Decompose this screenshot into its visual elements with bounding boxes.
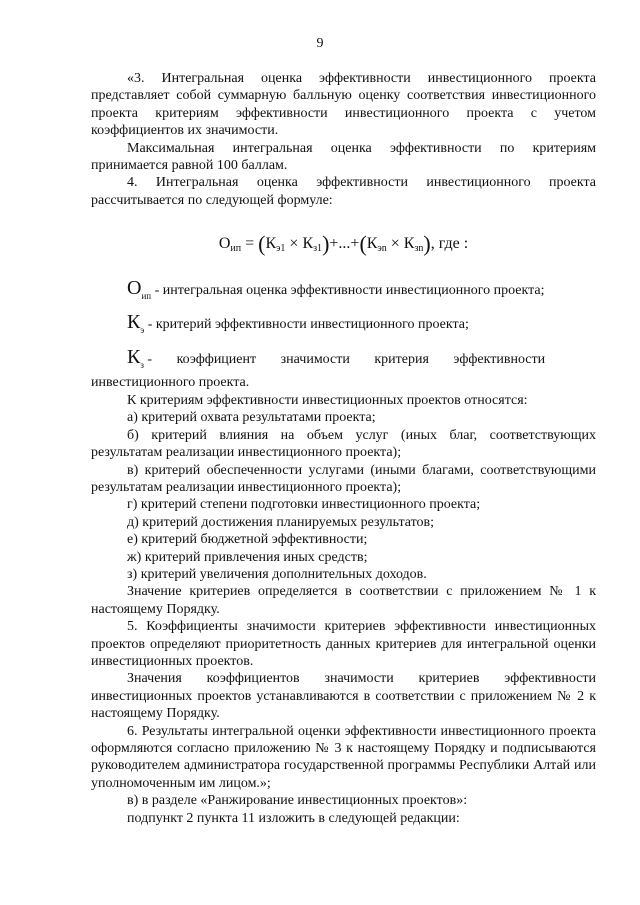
document-body [91,70,596,827]
formula-e1-sub: э1 [276,243,286,255]
criteria-item-v: в) критерий обеспеченности услугами (иными благами, соответствующими результатам реализации инвестиционного проекта); [91,462,596,495]
page-number: 9 [316,36,324,51]
criteria-item-a: а) критерий охвата результатами проекта; [127,410,376,426]
paragraph-integral-score: «3. Интегральная оценка эффективности инвестиционного проекта представляет собой суммарную балльную оценку соответствия инвестиционного проекта критериям эффективности инвестиционного проекта с учетом коэффициентов их значимости. [91,71,596,139]
formula-eq: = [241,235,259,253]
formula-lhs-sub: ип [230,243,242,255]
formula-lhs: О [218,235,231,253]
paragraph-subpoint: подпункт 2 пункта 11 изложить в следующей редакции: [127,810,460,826]
definition-kz-symbol: К [127,346,141,369]
definition-kz [91,346,596,374]
definition-ke-sub: э [140,324,145,335]
definition-oip-text: - интегральная оценка эффективности инвестиционного проекта; [151,283,545,299]
definition-ke-text: - критерий эффективности инвестиционного проекта; [144,316,469,332]
criteria-item-d: д) критерий достижения планируемых результатов; [127,514,435,530]
formula-tail: , где : [430,235,469,253]
criteria-item-b: б) критерий влияния на объем услуг (иных благ, соответствующих результатам реализации инвестиционного проекта); [91,427,596,461]
paragraph-formula-intro: 4. Интегральная оценка эффективности инвестиционного проекта рассчитывается по следующей формуле: [91,175,596,208]
criteria-item-g: г) критерий степени подготовки инвестиционного проекта; [127,497,481,513]
formula: $О_{ип} = (К_{э1} \times К_{з1})+...+(К_{эn} \times К_{зn})$, где : [218,231,469,257]
formula-en-sub: эn [377,243,387,255]
paragraph-coefficient-values: Значения коэффициентов значимости критериев эффективности инвестиционных проектов устанавливаются в соответствии с приложением № 2 к настоящему Порядку. [91,671,596,722]
definition-ke [91,310,596,339]
definition-kz-sub: з [140,360,144,371]
formula-mid: +...+ [329,235,360,253]
criteria-item-z: з) критерий увеличения дополнительных доходов. [127,566,427,582]
criteria-item-e: е) критерий бюджетной эффективности; [127,532,368,548]
definition-oip-symbol: О [127,277,142,300]
formula-k-z1: К [302,235,314,253]
paragraph-coefficients: 5. Коэффициенты значимости критериев эффективности инвестиционных проектов определяют приоритетность данных критериев для интегральной оценки инвестиционных проектов. [91,619,596,669]
formula-k-e1: К [265,235,277,253]
paragraph-ranking-section: в) в разделе «Ранжирование инвестиционных проектов»: [127,793,468,809]
criteria-intro: К критериям эффективности инвестиционных проектов относятся: [127,392,528,408]
definition-oip-sub: ип [141,291,152,302]
formula-zn-sub: зn [414,243,424,255]
formula-k-en: К [366,235,378,253]
definition-kz-line1: - коэффициент значимости критерия эффективности [147,352,546,368]
paragraph-criteria-values: Значение критериев определяется в соответствии с приложением № 1 к настоящему Порядку. [91,584,596,617]
criteria-item-zh: ж) критерий привлечения иных средств; [127,549,368,565]
formula-z1-sub: з1 [313,243,323,255]
definition-oip [91,277,596,305]
paragraph-max-score: Максимальная интегральная оценка эффективности по критериям принимается равной 100 баллам. [91,140,596,174]
formula-k-zn: К [403,235,415,253]
definition-kz-line2: инвестиционного проекта. [91,375,250,391]
paragraph-results: 6. Результаты интегральной оценки эффективности инвестиционного проекта оформляются согласно приложению № 3 к настоящему Порядку и подписываются руководителем администратора государственной программы Республики Алтай или уполномоченным им лицом.»; [91,723,596,791]
definition-ke-symbol: К [127,310,141,333]
